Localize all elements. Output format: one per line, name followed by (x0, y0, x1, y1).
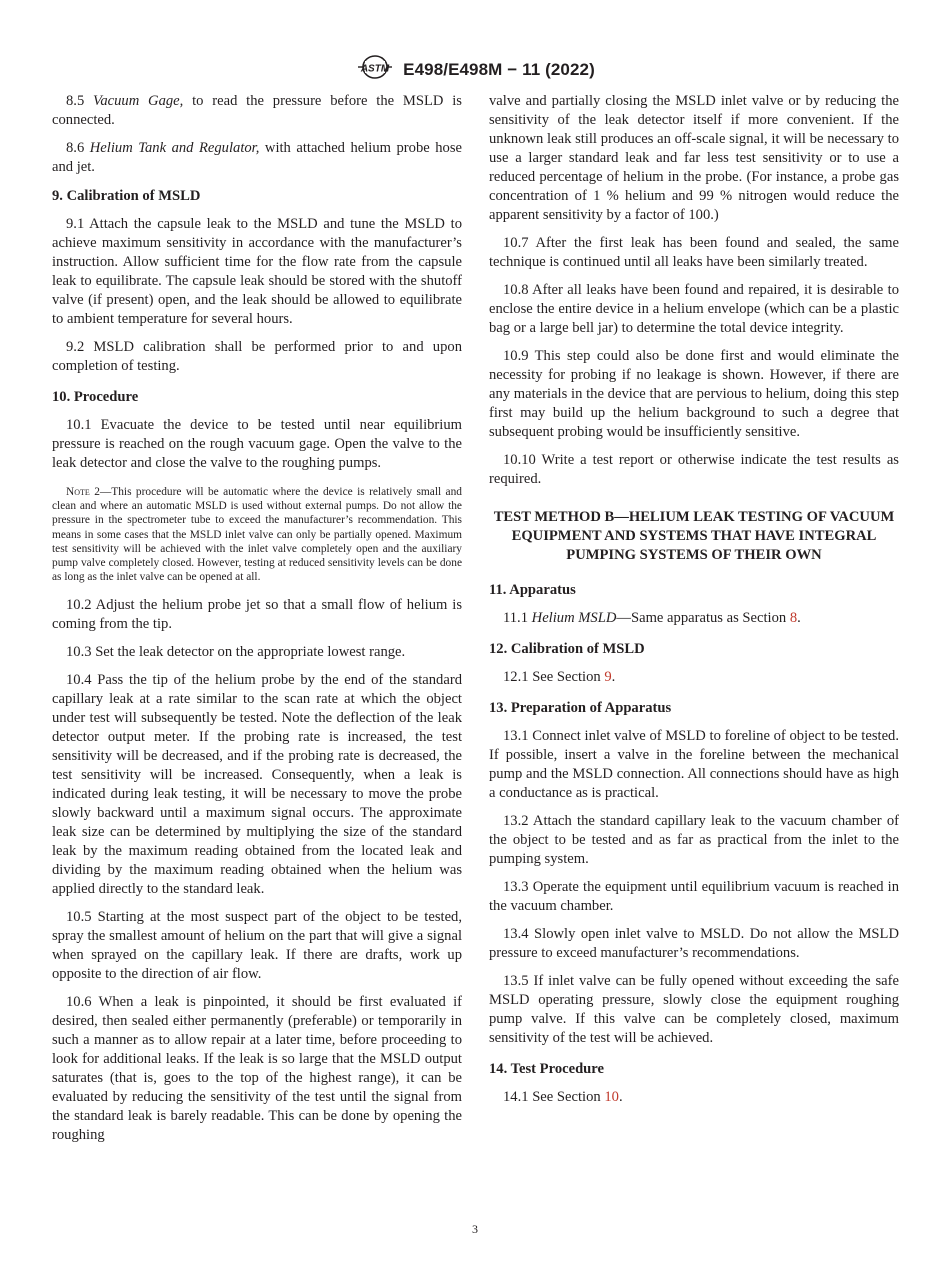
astm-logo-icon (355, 54, 395, 85)
section-13-4: 13.4 Slowly open inlet valve to MSLD. Do not allow the MSLD pressure to exceed manufacturer’s recommendations. (489, 926, 899, 961)
section-10-5: 10.5 Starting at the most suspect part of the object to be tested, spray the smallest amount of helium on the part that will give a signal when sprayed on the capillary leak. If there are drafts, work up opposite to the direction of air flow. (52, 909, 462, 983)
test-method-b-title: TEST METHOD B—HELIUM LEAK TESTING OF VACUUM EQUIPMENT AND SYSTEMS THAT HAVE INTEGRAL PUMPING SYSTEMS OF THEIR OWN (493, 509, 895, 563)
section-10-7: 10.7 After the first leak has been found and sealed, the same technique is continued until all leaks have been similarly treated. (489, 235, 899, 270)
section-9-1: 9.1 Attach the capsule leak to the MSLD and tune the MSLD to achieve maximum sensitivity in accordance with the manufacturer’s instruction. Allow sufficient time for the flow rate from the capsule leak to equilibrate. The capsule leak should be stored with the shutoff valve (if present) open, and the leak should be allowed to equilibrate to ambient temperature for several hours. (52, 216, 462, 327)
section-8-5: 8.5 Vacuum Gage, to read the pressure before the MSLD is connected. (52, 93, 462, 128)
section-10-link[interactable]: 10 (604, 1089, 619, 1105)
section-9-link[interactable]: 9 (604, 669, 612, 685)
section-13-1: 13.1 Connect inlet valve of MSLD to foreline of object to be tested. If possible, insert a valve in the foreline between the mechanical pump and the MSLD connection. All connections should have as high a conductance as is practical. (489, 728, 899, 801)
section-10-6-continued: valve and partially closing the MSLD inlet valve or by reducing the sensitivity of the leak detector itself if more convenient. If the unknown leak still produces an off-scale signal, it will be necessary to use a larger standard leak and far less test sensitivity or to use a reduced percentage of helium in the probe. (For instance, a probe gas concentration of 1 % helium and 99 % nitrogen would reduce the apparent sensitivity by a factor of 100.) (489, 93, 899, 223)
section-10-8: 10.8 After all leaks have been found and repaired, it is desirable to enclose the entire device in a helium envelope (which can be a plastic bag or a large bell jar) to determine the total device integrity. (489, 282, 899, 336)
heading-11: 11. Apparatus (489, 582, 576, 598)
section-11-1: 11.1 Helium MSLD—Same apparatus as Section 8. (503, 610, 801, 626)
heading-10: 10. Procedure (52, 389, 139, 405)
page-header (0, 54, 950, 85)
left-column (52, 92, 462, 1154)
heading-13: 13. Preparation of Apparatus (489, 700, 672, 716)
section-10-10: 10.10 Write a test report or otherwise indicate the test results as required. (489, 452, 899, 487)
section-10-6: 10.6 When a leak is pinpointed, it should be first evaluated if desired, then sealed either permanently (preferable) or temporarily in such a manner as to allow repair at a later time, before proceeding to look for additional leaks. If the leak is so large that the MSLD output saturates (that is, goes to the top of the highest range), it can be evaluated by reducing the sensitivity of the test until the signal from the standard leak is barely readable. This can be done by opening the roughing (52, 994, 462, 1144)
section-13-3: 13.3 Operate the equipment until equilibrium vacuum is reached in the vacuum chamber. (489, 879, 899, 914)
note-2: Note 2—This procedure will be automatic where the device is relatively small and clean and where an automatic MSLD is used without external pumps. Do not allow the pressure in the spectrometer tube to exceed the manufacturer’s recommendation. This means in some cases that the MSLD inlet valve can only be partially opened. Maximum test sensitivity will be achieved with the inlet valve completely open and the auxiliary pump valve completely closed. However, testing at reduced sensitivity levels can be done as long as the inlet valve can be opened at all. (52, 486, 462, 584)
section-8-link[interactable]: 8 (789, 610, 798, 626)
svg-text:ASTM: ASTM (360, 63, 390, 75)
section-10-2: 10.2 Adjust the helium probe jet so that a small flow of helium is coming from the tip. (52, 597, 462, 633)
section-8-6: 8.6 Helium Tank and Regulator, with attached helium probe hose and jet. (52, 140, 462, 175)
section-13-2: 13.2 Attach the standard capillary leak to the vacuum chamber of the object to be tested and as far as practical from the inlet to the pumping system. (489, 813, 899, 867)
heading-14: 14. Test Procedure (489, 1061, 604, 1077)
section-10-4: 10.4 Pass the tip of the helium probe by the end of the standard capillary leak at a rate similar to the scan rate at which the object under test will subsequently be tested. Note the deflection of the leak detector output meter. If the probing rate is increased, the test sensitivity will be decreased, and if the probing rate is decreased, the test sensitivity will be increased. Consequently, when a leak is indicated during leak testing, it will be necessary to move the probe slowly backward until a maximum signal occurs. The approximate leak size can be determined by multiplying the size of the standard leak by the maximum reading obtained from the located leak and dividing by the maximum reading obtained when the helium was applied directly to the standard leak. (52, 672, 462, 898)
section-12-1: 12.1 See Section 9. (503, 669, 616, 685)
heading-12: 12. Calibration of MSLD (489, 641, 645, 657)
section-9-2: 9.2 MSLD calibration shall be performed prior to and upon completion of testing. (52, 339, 462, 374)
section-13-5: 13.5 If inlet valve can be fully opened without exceeding the safe MSLD operating pressure, slowly close the equipment roughing pump valve. If this valve can be completely closed, maximum sensitivity of the test will be achieved. (489, 973, 899, 1046)
section-10-9: 10.9 This step could also be done first and would eliminate the necessity for probing if no leakage is shown. However, if there are any materials in the device that are pervious to helium, doing this step first may build up the helium background to such a degree that subsequent probing would be insufficiently sensitive. (489, 348, 899, 440)
section-10-1: 10.1 Evacuate the device to be tested until near equilibrium pressure is reached on the rough vacuum gage. Open the valve to the leak detector and close the valve to the roughing pumps. (52, 417, 462, 471)
right-column (489, 92, 899, 1116)
section-14-1: 14.1 See Section 10. (503, 1089, 623, 1105)
document-designation: E498/E498M − 11 (2022) (403, 59, 595, 79)
section-10-3: 10.3 Set the leak detector on the appropriate lowest range. (66, 644, 406, 661)
heading-9: 9. Calibration of MSLD (52, 188, 201, 204)
page-number: 3 (472, 1222, 478, 1236)
